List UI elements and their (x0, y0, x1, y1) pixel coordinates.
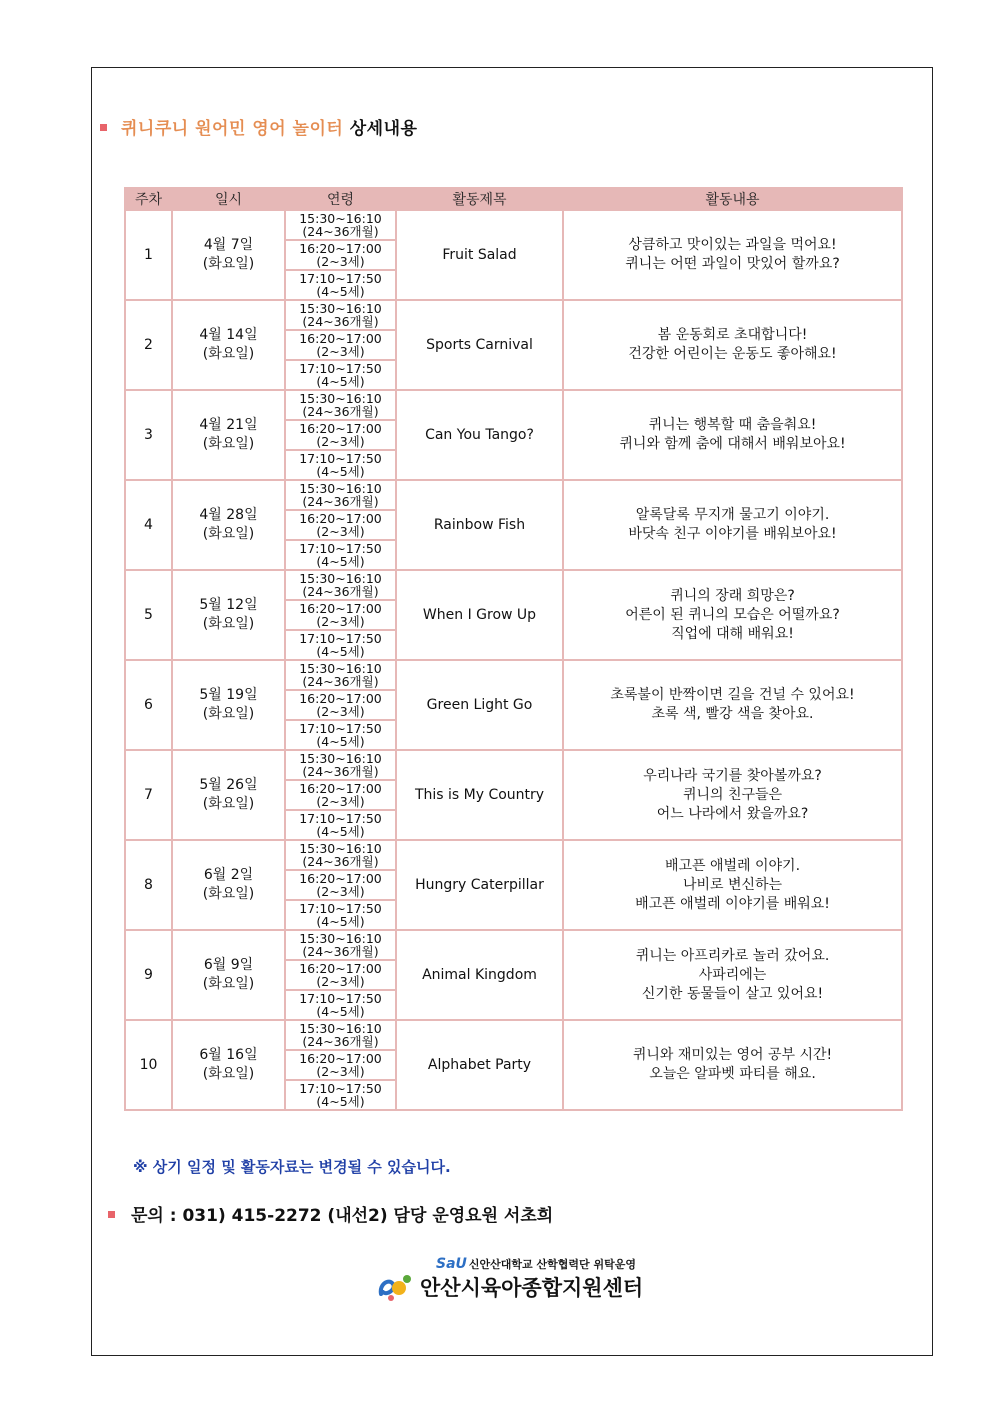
date-cell (172, 210, 285, 300)
date-text: 6월 2일 (203, 867, 254, 883)
table-row (125, 480, 902, 510)
activity-title-cell: Can You Tango? (396, 390, 563, 480)
week-cell: 2 (125, 300, 172, 390)
activity-title-cell: Green Light Go (396, 660, 563, 750)
age-text: (4~5세) (316, 554, 365, 569)
time-slot-cell (285, 900, 396, 930)
time-text: 15:30~16:10 (299, 481, 382, 496)
content-line: 상큼하고 맛이있는 과일을 먹어요! (628, 237, 837, 253)
content-line: 퀴니와 함께 춤에 대해서 배워보아요! (619, 436, 846, 452)
age-text: (24~36개월) (302, 494, 379, 509)
square-bullet-icon (108, 1211, 115, 1218)
week-cell: 10 (125, 1020, 172, 1110)
time-slot-cell (285, 870, 396, 900)
activity-content-cell (563, 570, 902, 660)
square-bullet-icon (100, 124, 107, 131)
week-cell: 6 (125, 660, 172, 750)
heading-rest: 상세내용 (349, 119, 418, 139)
day-text: (화요일) (202, 346, 255, 362)
time-slot-cell (285, 750, 396, 780)
day-text: (화요일) (202, 256, 255, 272)
age-text: (24~36개월) (302, 314, 379, 329)
time-slot-cell (285, 780, 396, 810)
activity-title-cell: When I Grow Up (396, 570, 563, 660)
time-text: 16:20~17:00 (299, 331, 382, 346)
table-row (125, 930, 902, 960)
age-text: (2~3세) (316, 1064, 365, 1079)
age-text: (2~3세) (316, 884, 365, 899)
sau-logo: SaU (436, 1256, 467, 1272)
date-cell (172, 570, 285, 660)
content-line: 배고픈 애벌레 이야기. (664, 857, 801, 874)
time-text: 15:30~16:10 (299, 931, 382, 946)
activity-content-cell (563, 930, 902, 1020)
time-slot-cell (285, 330, 396, 360)
time-slot-cell (285, 930, 396, 960)
age-text: (2~3세) (316, 614, 365, 629)
age-text: (2~3세) (316, 794, 365, 809)
time-slot-cell (285, 360, 396, 390)
table-header-row (125, 188, 902, 210)
time-text: 17:10~17:50 (299, 271, 382, 286)
date-cell (172, 840, 285, 930)
age-text: (2~3세) (316, 974, 365, 989)
content-line: 바닷속 친구 이야기를 배워보아요! (628, 526, 837, 542)
age-text: (4~5세) (316, 1004, 365, 1019)
date-cell (172, 930, 285, 1020)
date-text: 6월 16일 (199, 1047, 258, 1063)
header-content: 활동내용 (563, 188, 902, 210)
activity-content-cell (563, 1020, 902, 1110)
operator-text: 신안산대학교 산학협력단 위탁운영 (468, 1258, 636, 1271)
activity-title-cell: This is My Country (396, 750, 563, 840)
activity-content-cell (563, 750, 902, 840)
time-text: 16:20~17:00 (299, 241, 382, 256)
time-slot-cell (285, 240, 396, 270)
time-text: 16:20~17:00 (299, 691, 382, 706)
day-text: (화요일) (202, 616, 255, 632)
time-text: 15:30~16:10 (299, 661, 382, 676)
age-text: (4~5세) (316, 374, 365, 389)
time-text: 16:20~17:00 (299, 961, 382, 976)
date-cell (172, 750, 285, 840)
day-text: (화요일) (202, 886, 255, 902)
age-text: (2~3세) (316, 704, 365, 719)
content-line: 어느 나라에서 왔을까요? (656, 805, 809, 822)
time-text: 15:30~16:10 (299, 1021, 382, 1036)
age-text: (4~5세) (316, 914, 365, 929)
content-line: 어른이 된 퀴니의 모습은 어떨까요? (625, 606, 840, 623)
activity-title-cell: Rainbow Fish (396, 480, 563, 570)
day-text: (화요일) (202, 526, 255, 542)
activity-title-cell: Fruit Salad (396, 210, 563, 300)
age-text: (4~5세) (316, 644, 365, 659)
section-heading (100, 114, 417, 139)
header-week: 주차 (125, 188, 172, 210)
date-text: 4월 28일 (199, 507, 258, 523)
time-text: 15:30~16:10 (299, 571, 382, 586)
age-text: (24~36개월) (302, 764, 379, 779)
day-text: (화요일) (202, 976, 255, 992)
time-text: 17:10~17:50 (299, 541, 382, 556)
age-text: (4~5세) (316, 734, 365, 749)
date-text: 5월 12일 (199, 597, 258, 613)
table-row (125, 1020, 902, 1050)
age-text: (24~36개월) (302, 404, 379, 419)
time-slot-cell (285, 1020, 396, 1050)
table-row (125, 390, 902, 420)
activity-title-cell: Alphabet Party (396, 1020, 563, 1110)
content-line: 직업에 대해 배워요! (671, 625, 794, 642)
time-text: 16:20~17:00 (299, 511, 382, 526)
heading-highlight: 퀴니쿠니 원어민 영어 놀이터 (121, 119, 344, 139)
day-text: (화요일) (202, 436, 255, 452)
time-slot-cell (285, 270, 396, 300)
content-line: 나비로 변신하는 (682, 876, 783, 893)
activity-content-cell (563, 480, 902, 570)
schedule-change-note: ※ 상기 일정 및 활동자료는 변경될 수 있습니다. (133, 1158, 451, 1176)
time-text: 17:10~17:50 (299, 361, 382, 376)
activity-content-cell (563, 840, 902, 930)
age-text: (24~36개월) (302, 944, 379, 959)
content-line: 퀴니는 아프리카로 놀러 갔어요. (635, 947, 830, 964)
age-text: (24~36개월) (302, 1034, 379, 1049)
table-row (125, 300, 902, 330)
date-cell (172, 390, 285, 480)
time-text: 15:30~16:10 (299, 301, 382, 316)
time-text: 17:10~17:50 (299, 901, 382, 916)
time-text: 16:20~17:00 (299, 421, 382, 436)
week-cell: 5 (125, 570, 172, 660)
date-text: 5월 26일 (199, 777, 258, 793)
date-text: 4월 21일 (199, 417, 258, 433)
time-slot-cell (285, 390, 396, 420)
schedule-body (125, 210, 902, 1110)
day-text: (화요일) (202, 796, 255, 812)
time-text: 16:20~17:00 (299, 601, 382, 616)
content-line: 퀴니는 행복할 때 춤을춰요! (648, 417, 817, 433)
week-cell: 9 (125, 930, 172, 1020)
age-text: (4~5세) (316, 1094, 365, 1109)
content-line: 초록불이 반짝이면 길을 건널 수 있어요! (610, 687, 855, 703)
time-text: 17:10~17:50 (299, 721, 382, 736)
date-cell (172, 300, 285, 390)
header-title: 활동제목 (396, 188, 563, 210)
week-cell: 7 (125, 750, 172, 840)
time-text: 17:10~17:50 (299, 991, 382, 1006)
activity-content-cell (563, 660, 902, 750)
time-slot-cell (285, 480, 396, 510)
date-text: 6월 9일 (203, 957, 254, 973)
table-row (125, 660, 902, 690)
activity-title-cell: Hungry Caterpillar (396, 840, 563, 930)
content-line: 봄 운동회로 초대합니다! (657, 327, 808, 343)
time-slot-cell (285, 960, 396, 990)
center-logo-icon (377, 1270, 413, 1304)
activity-content-cell (563, 300, 902, 390)
time-slot-cell (285, 660, 396, 690)
content-line: 초록 색, 빨강 색을 찾아요. (651, 706, 814, 722)
table-row (125, 570, 902, 600)
table-row (125, 840, 902, 870)
age-text: (2~3세) (316, 254, 365, 269)
content-line: 퀴니는 어떤 과일이 맛있어 할까요? (625, 256, 840, 272)
header-age: 연령 (285, 188, 396, 210)
content-line: 퀴니와 재미있는 영어 공부 시간! (632, 1047, 833, 1063)
time-slot-cell (285, 420, 396, 450)
time-text: 15:30~16:10 (299, 211, 382, 226)
date-text: 4월 14일 (199, 327, 258, 343)
content-line: 사파리에는 (698, 966, 767, 983)
time-slot-cell (285, 510, 396, 540)
center-name: 안산시육아종합지원센터 (420, 1276, 644, 1300)
time-text: 15:30~16:10 (299, 751, 382, 766)
activity-content-cell (563, 210, 902, 300)
date-cell (172, 660, 285, 750)
activity-title-cell: Animal Kingdom (396, 930, 563, 1020)
content-line: 퀴니의 장래 희망은? (670, 587, 795, 604)
week-cell: 3 (125, 390, 172, 480)
time-slot-cell (285, 210, 396, 240)
time-slot-cell (285, 570, 396, 600)
date-text: 5월 19일 (199, 687, 258, 703)
time-text: 15:30~16:10 (299, 391, 382, 406)
age-text: (24~36개월) (302, 854, 379, 869)
table-row (125, 210, 902, 240)
table-row (125, 750, 902, 780)
age-text: (24~36개월) (302, 224, 379, 239)
content-line: 배고픈 애벌레 이야기를 배워요! (635, 895, 830, 912)
schedule-table (124, 187, 903, 1111)
date-cell (172, 1020, 285, 1110)
time-slot-cell (285, 540, 396, 570)
time-slot-cell (285, 1080, 396, 1110)
week-cell: 4 (125, 480, 172, 570)
time-slot-cell (285, 720, 396, 750)
time-slot-cell (285, 990, 396, 1020)
age-text: (4~5세) (316, 824, 365, 839)
age-text: (4~5세) (316, 464, 365, 479)
time-text: 16:20~17:00 (299, 1051, 382, 1066)
content-line: 우리나라 국기를 찾아볼까요? (643, 767, 822, 784)
age-text: (24~36개월) (302, 674, 379, 689)
content-line: 건강한 어린이는 운동도 좋아해요! (628, 346, 837, 362)
time-text: 16:20~17:00 (299, 781, 382, 796)
time-slot-cell (285, 690, 396, 720)
content-line: 신기한 동물들이 살고 있어요! (641, 985, 824, 1002)
week-cell: 1 (125, 210, 172, 300)
time-slot-cell (285, 1050, 396, 1080)
time-text: 15:30~16:10 (299, 841, 382, 856)
activity-title-cell: Sports Carnival (396, 300, 563, 390)
time-slot-cell (285, 600, 396, 630)
time-text: 17:10~17:50 (299, 811, 382, 826)
content-line: 오늘은 알파벳 파티를 해요. (649, 1066, 816, 1082)
content-line: 알록달록 무지개 물고기 이야기. (635, 507, 830, 523)
day-text: (화요일) (202, 1066, 255, 1082)
date-text: 4월 7일 (203, 237, 254, 253)
content-line: 퀴니의 친구들은 (682, 786, 783, 803)
time-slot-cell (285, 840, 396, 870)
operator-line (436, 1256, 636, 1272)
contact-text: 문의 : 031) 415-2272 (내선2) 담당 운영요원 서초희 (131, 1206, 554, 1226)
activity-content-cell (563, 390, 902, 480)
age-text: (4~5세) (316, 284, 365, 299)
time-text: 16:20~17:00 (299, 871, 382, 886)
time-slot-cell (285, 450, 396, 480)
day-text: (화요일) (202, 706, 255, 722)
date-cell (172, 480, 285, 570)
week-cell: 8 (125, 840, 172, 930)
contact-info (108, 1201, 553, 1226)
age-text: (24~36개월) (302, 584, 379, 599)
age-text: (2~3세) (316, 344, 365, 359)
age-text: (2~3세) (316, 524, 365, 539)
time-text: 17:10~17:50 (299, 1081, 382, 1096)
time-slot-cell (285, 630, 396, 660)
time-text: 17:10~17:50 (299, 631, 382, 646)
age-text: (2~3세) (316, 434, 365, 449)
time-slot-cell (285, 810, 396, 840)
header-date: 일시 (172, 188, 285, 210)
time-slot-cell (285, 300, 396, 330)
time-text: 17:10~17:50 (299, 451, 382, 466)
